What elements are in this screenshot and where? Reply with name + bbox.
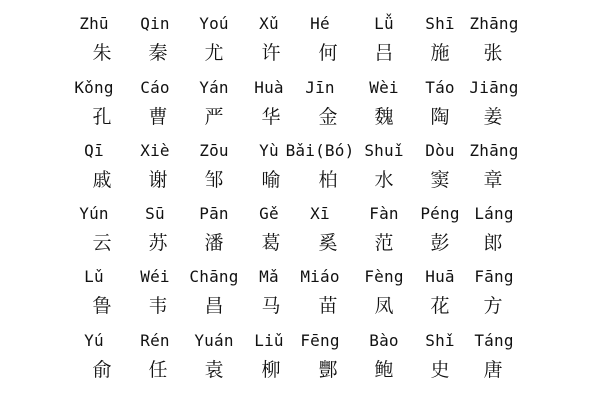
pinyin-label: Yoú [199, 14, 229, 33]
pinyin-label: Táng [474, 331, 514, 350]
pinyin-label: Huà [254, 78, 284, 97]
hanzi-character: 严 [204, 106, 224, 128]
hanzi-character: 鲍 [374, 359, 394, 381]
pinyin-label: Jiāng [469, 78, 519, 97]
hanzi-character: 俞 [92, 359, 112, 381]
hanzi-character: 秦 [148, 42, 168, 64]
pinyin-label: Shǐ [425, 331, 455, 350]
hanzi-character: 魏 [374, 106, 394, 128]
hanzi-character: 吕 [374, 42, 394, 64]
pinyin-label: Xī [310, 204, 330, 223]
hanzi-character: 苗 [318, 295, 338, 317]
hanzi-character: 金 [318, 106, 338, 128]
pinyin-label: Táo [425, 78, 455, 97]
hanzi-character: 窦 [430, 169, 450, 191]
pinyin-label: Fāng [474, 267, 514, 286]
hanzi-character: 方 [483, 295, 503, 317]
pinyin-label: Wéi [140, 267, 170, 286]
hanzi-character: 施 [430, 42, 450, 64]
hanzi-character: 奚 [318, 232, 338, 254]
hanzi-character: 何 [318, 42, 338, 64]
hanzi-character: 章 [483, 169, 503, 191]
pinyin-label: Rén [140, 331, 170, 350]
pinyin-label: Yán [199, 78, 229, 97]
pinyin-label: Shī [425, 14, 455, 33]
hanzi-character: 鲁 [92, 295, 112, 317]
hanzi-character: 水 [374, 169, 394, 191]
pinyin-label: Fàn [369, 204, 399, 223]
pinyin-label: Chāng [189, 267, 239, 286]
pinyin-label: Gě [259, 204, 279, 223]
surname-row [0, 78, 600, 130]
hanzi-character: 史 [430, 359, 450, 381]
hanzi-character: 唐 [483, 359, 503, 381]
pinyin-label: Lǔ [84, 267, 104, 286]
hanzi-character: 朱 [92, 42, 112, 64]
hanzi-character: 苏 [148, 232, 168, 254]
pinyin-label: Fèng [364, 267, 404, 286]
hanzi-character: 花 [430, 295, 450, 317]
hanzi-character: 尤 [204, 42, 224, 64]
pinyin-label: Sū [145, 204, 165, 223]
pinyin-label: Xiè [140, 141, 170, 160]
hanzi-character: 郎 [483, 232, 503, 254]
surname-row [0, 14, 600, 66]
pinyin-label: Yuán [194, 331, 234, 350]
pinyin-label: Zhāng [469, 141, 519, 160]
hanzi-character: 陶 [430, 106, 450, 128]
pinyin-label: Zōu [199, 141, 229, 160]
pinyin-label: Zhū [79, 14, 109, 33]
hanzi-character: 凤 [374, 295, 394, 317]
hanzi-character: 曹 [148, 106, 168, 128]
pinyin-label: Miáo [300, 267, 340, 286]
pinyin-label: Zhāng [469, 14, 519, 33]
pinyin-label: Péng [420, 204, 460, 223]
hanzi-character: 昌 [204, 295, 224, 317]
hanzi-character: 邹 [204, 169, 224, 191]
hanzi-character: 云 [92, 232, 112, 254]
hanzi-character: 柳 [261, 359, 281, 381]
pinyin-label: Hé [310, 14, 330, 33]
pinyin-label: Xǔ [259, 14, 279, 33]
pinyin-label: Yù [259, 141, 279, 160]
pinyin-label: Qī [84, 141, 104, 160]
hanzi-character: 华 [261, 106, 281, 128]
hanzi-character: 柏 [318, 169, 338, 191]
pinyin-label: Lǚ [374, 14, 394, 33]
pinyin-label: Pān [199, 204, 229, 223]
hanzi-character: 彭 [430, 232, 450, 254]
hanzi-character: 葛 [261, 232, 281, 254]
hanzi-character: 谢 [148, 169, 168, 191]
pinyin-label: Cáo [140, 78, 170, 97]
hanzi-character: 韦 [148, 295, 168, 317]
pinyin-label: Dòu [425, 141, 455, 160]
surname-row [0, 267, 600, 319]
hanzi-character: 马 [261, 295, 281, 317]
pinyin-label: Fēng [300, 331, 340, 350]
pinyin-label: Qin [140, 14, 170, 33]
pinyin-label: Bǎi(Bó) [285, 141, 355, 160]
hanzi-character: 喻 [261, 169, 281, 191]
hanzi-character: 酆 [318, 359, 338, 381]
pinyin-label: Láng [474, 204, 514, 223]
pinyin-label: Yú [84, 331, 104, 350]
hanzi-character: 袁 [204, 359, 224, 381]
surname-row [0, 204, 600, 256]
surname-row [0, 331, 600, 383]
hanzi-character: 张 [483, 42, 503, 64]
pinyin-label: Yún [79, 204, 109, 223]
pinyin-label: Bào [369, 331, 399, 350]
hanzi-character: 范 [374, 232, 394, 254]
pinyin-label: Kǒng [74, 78, 114, 97]
hanzi-character: 姜 [483, 106, 503, 128]
pinyin-label: Wèi [369, 78, 399, 97]
hanzi-character: 许 [261, 42, 281, 64]
pinyin-label: Huā [425, 267, 455, 286]
pinyin-label: Shuǐ [364, 141, 404, 160]
hanzi-character: 潘 [204, 232, 224, 254]
pinyin-label: Jīn [305, 78, 335, 97]
pinyin-label: Mǎ [259, 267, 279, 286]
hanzi-character: 孔 [92, 106, 112, 128]
hanzi-character: 任 [148, 359, 168, 381]
pinyin-label: Liǔ [254, 331, 284, 350]
hanzi-character: 戚 [92, 169, 112, 191]
surname-row [0, 141, 600, 193]
